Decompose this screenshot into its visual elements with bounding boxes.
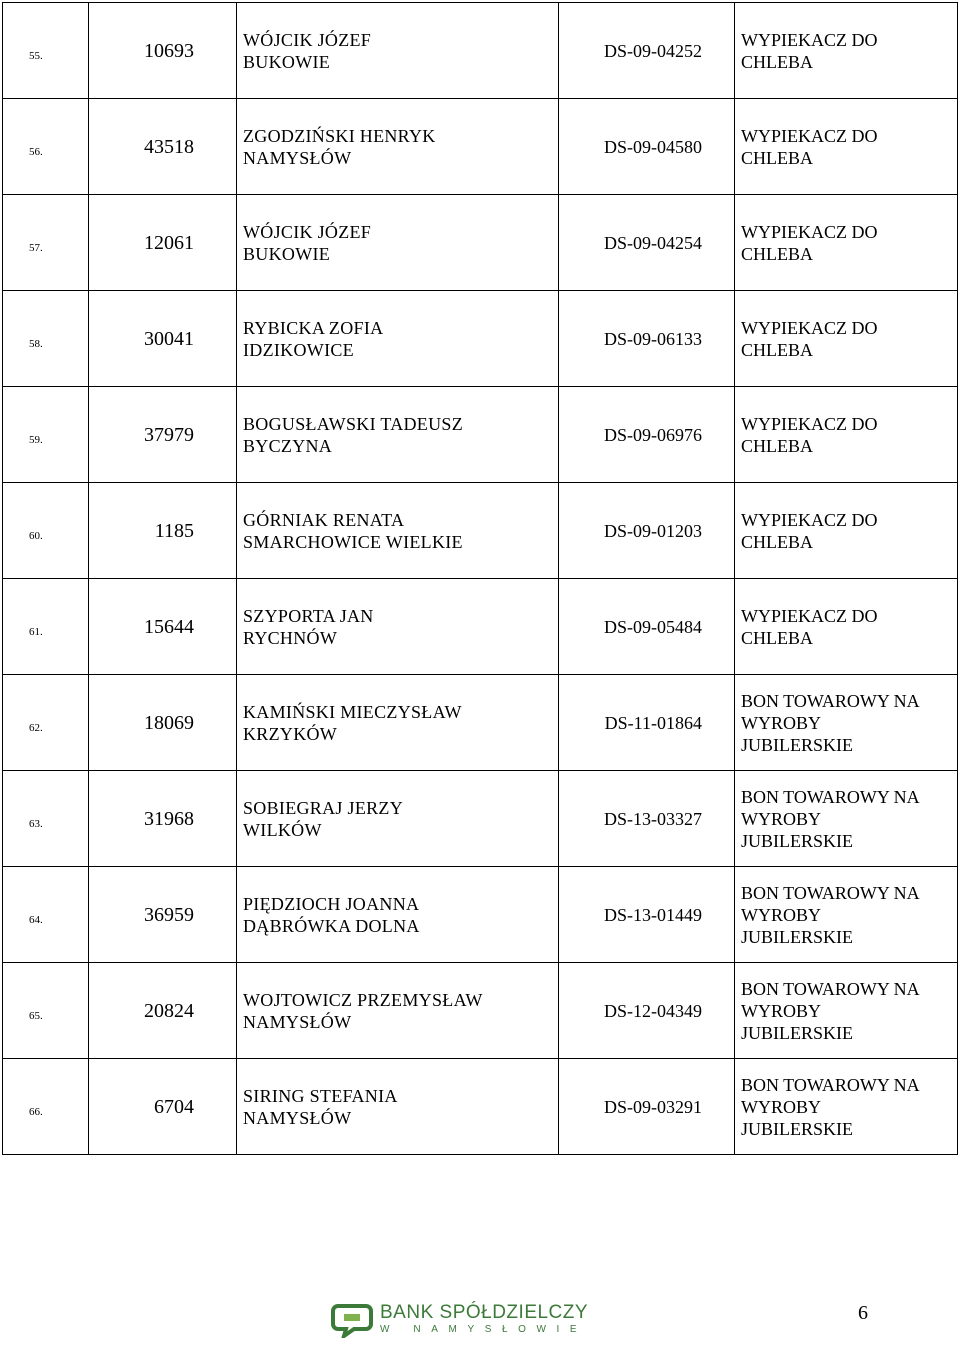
prize-line: WYROBY	[741, 904, 821, 925]
table-row	[3, 1059, 958, 1155]
row-number: 66.	[3, 1059, 89, 1155]
prize-line: JUBILERSKIE	[741, 1022, 853, 1043]
prize-line: WYROBY	[741, 1000, 821, 1021]
winner-locality: BUKOWIE	[243, 243, 331, 264]
row-number: 56.	[3, 99, 89, 195]
ticket-number: 15644	[89, 579, 237, 675]
prize-line: BON TOWAROWY NA	[741, 1074, 920, 1095]
winner-cell	[237, 867, 559, 963]
account-code: DS-09-04254	[559, 195, 735, 291]
winner-name: WÓJCIK JÓZEF	[243, 221, 372, 242]
winner-locality: DĄBRÓWKA DOLNA	[243, 915, 420, 936]
prize-cell	[735, 195, 958, 291]
row-number: 63.	[3, 771, 89, 867]
bank-logo-icon	[330, 1302, 374, 1338]
results-table	[2, 2, 958, 1155]
winner-name: ZGODZIŃSKI HENRYK	[243, 125, 436, 146]
winner-locality: NAMYSŁÓW	[243, 147, 352, 168]
prize-line: CHLEBA	[741, 531, 813, 552]
winner-locality: NAMYSŁÓW	[243, 1107, 352, 1128]
account-code: DS-09-04580	[559, 99, 735, 195]
prize-cell	[735, 771, 958, 867]
ticket-number: 30041	[89, 291, 237, 387]
row-number: 58.	[3, 291, 89, 387]
account-code: DS-09-06133	[559, 291, 735, 387]
winner-name: PIĘDZIOCH JOANNA	[243, 893, 420, 914]
winner-locality: SMARCHOWICE WIELKIE	[243, 531, 463, 552]
account-code: DS-09-04252	[559, 3, 735, 99]
prize-line: CHLEBA	[741, 243, 813, 264]
prize-line: WYROBY	[741, 808, 821, 829]
prize-line: WYPIEKACZ DO	[741, 413, 878, 434]
prize-cell	[735, 99, 958, 195]
prize-cell	[735, 675, 958, 771]
winner-locality: BYCZYNA	[243, 435, 333, 456]
winner-name: GÓRNIAK RENATA	[243, 509, 405, 530]
winner-name: RYBICKA ZOFIA	[243, 317, 384, 338]
prize-line: BON TOWAROWY NA	[741, 786, 920, 807]
ticket-number: 37979	[89, 387, 237, 483]
winner-cell	[237, 675, 559, 771]
row-number: 61.	[3, 579, 89, 675]
winner-name: BOGUSŁAWSKI TADEUSZ	[243, 413, 463, 434]
winner-locality: RYCHNÓW	[243, 627, 338, 648]
account-code: DS-09-05484	[559, 579, 735, 675]
winner-name: KAMIŃSKI MIECZYSŁAW	[243, 701, 462, 722]
winner-cell	[237, 579, 559, 675]
ticket-number: 10693	[89, 3, 237, 99]
row-number: 62.	[3, 675, 89, 771]
prize-line: CHLEBA	[741, 627, 813, 648]
prize-line: JUBILERSKIE	[741, 1118, 853, 1139]
winner-locality: KRZYKÓW	[243, 723, 338, 744]
winner-cell	[237, 1059, 559, 1155]
prize-line: JUBILERSKIE	[741, 926, 853, 947]
table-row	[3, 99, 958, 195]
prize-cell	[735, 867, 958, 963]
winner-cell	[237, 99, 559, 195]
winner-name: WÓJCIK JÓZEF	[243, 29, 372, 50]
prize-cell	[735, 579, 958, 675]
account-code: DS-13-01449	[559, 867, 735, 963]
row-number: 64.	[3, 867, 89, 963]
winner-locality: WILKÓW	[243, 819, 322, 840]
ticket-number: 12061	[89, 195, 237, 291]
table-row	[3, 483, 958, 579]
prize-cell	[735, 3, 958, 99]
row-number: 65.	[3, 963, 89, 1059]
ticket-number: 1185	[89, 483, 237, 579]
winner-locality: IDZIKOWICE	[243, 339, 354, 360]
table-row	[3, 771, 958, 867]
prize-cell	[735, 1059, 958, 1155]
prize-line: WYPIEKACZ DO	[741, 317, 878, 338]
table-row	[3, 963, 958, 1059]
ticket-number: 20824	[89, 963, 237, 1059]
results-table-body	[3, 3, 958, 1155]
ticket-number: 18069	[89, 675, 237, 771]
winner-cell	[237, 3, 559, 99]
account-code: DS-12-04349	[559, 963, 735, 1059]
prize-line: WYPIEKACZ DO	[741, 221, 878, 242]
account-code: DS-09-03291	[559, 1059, 735, 1155]
table-row	[3, 675, 958, 771]
ticket-number: 6704	[89, 1059, 237, 1155]
prize-line: WYPIEKACZ DO	[741, 29, 878, 50]
logo-bank-name: BANK SPÓŁDZIELCZY	[380, 1302, 589, 1323]
ticket-number: 43518	[89, 99, 237, 195]
prize-line: BON TOWAROWY NA	[741, 882, 920, 903]
winner-cell	[237, 291, 559, 387]
winner-name: SZYPORTA JAN	[243, 605, 374, 626]
prize-line: WYROBY	[741, 1096, 821, 1117]
winner-name: SOBIEGRAJ JERZY	[243, 797, 404, 818]
row-number: 59.	[3, 387, 89, 483]
row-number: 57.	[3, 195, 89, 291]
prize-line: CHLEBA	[741, 51, 813, 72]
prize-cell	[735, 387, 958, 483]
table-row	[3, 387, 958, 483]
prize-cell	[735, 483, 958, 579]
table-row	[3, 867, 958, 963]
page-number: 6	[858, 1302, 868, 1324]
prize-line: JUBILERSKIE	[741, 830, 853, 851]
prize-line: WYPIEKACZ DO	[741, 509, 878, 530]
prize-line: CHLEBA	[741, 339, 813, 360]
winner-locality: BUKOWIE	[243, 51, 331, 72]
account-code: DS-09-06976	[559, 387, 735, 483]
prize-line: WYPIEKACZ DO	[741, 605, 878, 626]
ticket-number: 31968	[89, 771, 237, 867]
prize-line: BON TOWAROWY NA	[741, 690, 920, 711]
table-row	[3, 291, 958, 387]
prize-line: WYROBY	[741, 712, 821, 733]
account-code: DS-11-01864	[559, 675, 735, 771]
winner-name: SIRING STEFANIA	[243, 1085, 398, 1106]
row-number: 55.	[3, 3, 89, 99]
prize-cell	[735, 291, 958, 387]
table-row	[3, 579, 958, 675]
winner-cell	[237, 771, 559, 867]
account-code: DS-13-03327	[559, 771, 735, 867]
winner-locality: NAMYSŁÓW	[243, 1011, 352, 1032]
bank-logo	[330, 1302, 588, 1338]
winner-cell	[237, 483, 559, 579]
winner-name: WOJTOWICZ PRZEMYSŁAW	[243, 989, 483, 1010]
prize-cell	[735, 963, 958, 1059]
prize-line: CHLEBA	[741, 147, 813, 168]
prize-line: BON TOWAROWY NA	[741, 978, 920, 999]
table-row	[3, 3, 958, 99]
winner-cell	[237, 387, 559, 483]
prize-line: CHLEBA	[741, 435, 813, 456]
table-row	[3, 195, 958, 291]
prize-line: JUBILERSKIE	[741, 734, 853, 755]
ticket-number: 36959	[89, 867, 237, 963]
logo-bank-city: W NAMYSŁOWIE	[380, 1324, 588, 1335]
prize-line: WYPIEKACZ DO	[741, 125, 878, 146]
winner-cell	[237, 963, 559, 1059]
winner-cell	[237, 195, 559, 291]
row-number: 60.	[3, 483, 89, 579]
account-code: DS-09-01203	[559, 483, 735, 579]
